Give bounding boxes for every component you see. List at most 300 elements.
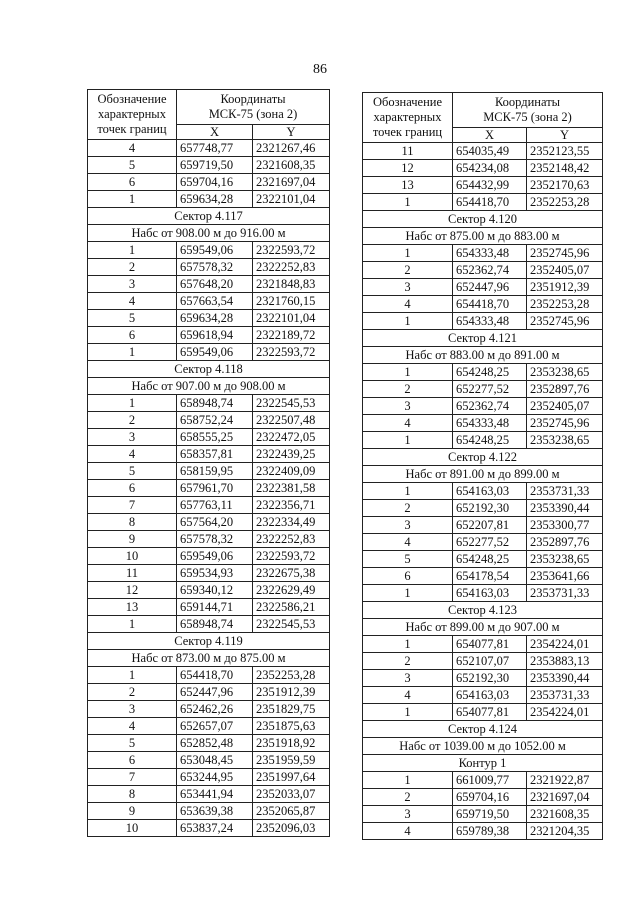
table-row [88,429,330,446]
table-row [88,344,330,361]
table-row [363,585,603,602]
section-heading: Контур 1 [363,755,603,772]
section-row [88,650,330,667]
point-number-cell: 1 [363,313,453,330]
x-coordinate-cell: 654333,48 [453,245,527,262]
x-coordinate-cell: 659719,50 [453,806,527,823]
header-line: Координаты [220,92,286,106]
table-row [363,653,603,670]
section-heading: Сектор 4.119 [88,633,330,650]
point-number-cell: 3 [363,517,453,534]
point-number-cell: 12 [363,160,453,177]
table-row [88,480,330,497]
table-row [88,157,330,174]
point-number-cell: 4 [363,534,453,551]
x-coordinate-cell: 652107,07 [453,653,527,670]
point-number-cell: 1 [88,667,177,684]
section-row [88,208,330,225]
table-row [363,483,603,500]
section-heading: Набс от 899.00 м до 907.00 м [363,619,603,636]
y-coordinate-cell: 2352745,96 [527,415,603,432]
y-coordinate-cell: 2353238,65 [527,551,603,568]
y-coordinate-cell: 2321697,04 [253,174,330,191]
point-number-cell: 5 [88,310,177,327]
section-row [88,378,330,395]
x-coordinate-cell: 659634,28 [177,191,253,208]
section-row [363,466,603,483]
table-row [88,616,330,633]
point-number-cell: 5 [88,157,177,174]
section-heading: Набс от 891.00 м до 899.00 м [363,466,603,483]
y-coordinate-cell: 2321608,35 [253,157,330,174]
y-coordinate-cell: 2322252,83 [253,531,330,548]
x-coordinate-cell: 659549,06 [177,344,253,361]
y-coordinate-cell: 2352096,03 [253,820,330,837]
x-coordinate-cell: 652192,30 [453,670,527,687]
header-line: характерных [373,110,442,124]
point-number-cell: 4 [88,140,177,157]
y-coordinate-cell: 2322545,53 [253,395,330,412]
x-coordinate-cell: 654248,25 [453,551,527,568]
x-coordinate-cell: 652447,96 [177,684,253,701]
point-number-cell: 5 [363,551,453,568]
table-row [88,395,330,412]
header-line: точек границ [372,125,443,139]
table-row [88,497,330,514]
table-row [363,262,603,279]
y-coordinate-cell: 2322593,72 [253,242,330,259]
table-row [363,823,603,840]
y-coordinate-cell: 2352897,76 [527,534,603,551]
x-coordinate-cell: 652207,81 [453,517,527,534]
x-coordinate-cell: 654418,70 [453,296,527,313]
point-number-cell: 11 [363,143,453,160]
table-row [88,446,330,463]
table-row [88,242,330,259]
table-row [363,177,603,194]
y-coordinate-cell: 2321848,83 [253,276,330,293]
x-coordinate-cell: 659704,16 [453,789,527,806]
y-coordinate-cell: 2353883,13 [527,653,603,670]
section-row [363,211,603,228]
table-row [363,313,603,330]
table-row [363,636,603,653]
header-line: Координаты [494,95,561,109]
table-row [88,140,330,157]
coordinates-table-right [362,92,603,840]
x-coordinate-cell: 657763,11 [177,497,253,514]
x-coordinate-cell: 657648,20 [177,276,253,293]
y-coordinate-cell: 2322675,38 [253,565,330,582]
x-coordinate-cell: 657578,32 [177,531,253,548]
point-number-cell: 1 [363,585,453,602]
x-coordinate-cell: 652447,96 [453,279,527,296]
section-row [363,228,603,245]
y-coordinate-cell: 2322189,72 [253,327,330,344]
x-coordinate-cell: 657748,77 [177,140,253,157]
y-coordinate-cell: 2322252,83 [253,259,330,276]
table-row [88,531,330,548]
x-coordinate-cell: 654248,25 [453,364,527,381]
table-row [88,803,330,820]
x-coordinate-cell: 654432,99 [453,177,527,194]
x-coordinate-cell: 659789,38 [453,823,527,840]
point-number-cell: 1 [363,432,453,449]
point-number-cell: 1 [363,483,453,500]
point-number-cell: 1 [363,704,453,721]
x-coordinate-cell: 654035,49 [453,143,527,160]
header-line: Обозначение [97,92,167,106]
point-number-cell: 7 [88,769,177,786]
point-number-cell: 9 [88,803,177,820]
section-heading: Набс от 1039.00 м до 1052.00 м [363,738,603,755]
x-coordinate-cell: 658159,95 [177,463,253,480]
table-row [88,463,330,480]
x-coordinate-cell: 661009,77 [453,772,527,789]
y-coordinate-cell: 2322356,71 [253,497,330,514]
x-coordinate-cell: 654077,81 [453,636,527,653]
y-coordinate-cell: 2352033,07 [253,786,330,803]
point-number-cell: 1 [88,616,177,633]
table-row [363,670,603,687]
section-heading: Набс от 873.00 м до 875.00 м [88,650,330,667]
table-row [88,786,330,803]
x-coordinate-cell: 659618,94 [177,327,253,344]
y-coordinate-cell: 2353238,65 [527,364,603,381]
y-coordinate-cell: 2351875,63 [253,718,330,735]
header-row [88,90,330,125]
y-coordinate-cell: 2353731,33 [527,687,603,704]
x-coordinate-cell: 659534,93 [177,565,253,582]
table-row [363,687,603,704]
point-number-cell: 3 [88,276,177,293]
y-coordinate-cell: 2353390,44 [527,670,603,687]
point-number-cell: 11 [88,565,177,582]
section-row [363,449,603,466]
y-coordinate-cell: 2352253,28 [527,296,603,313]
x-coordinate-cell: 653639,38 [177,803,253,820]
table-row [363,500,603,517]
x-coordinate-cell: 654333,48 [453,415,527,432]
x-coordinate-cell: 654248,25 [453,432,527,449]
point-number-cell: 5 [88,463,177,480]
header-row [363,93,603,128]
x-coordinate-cell: 657578,32 [177,259,253,276]
x-coordinate-cell: 659549,06 [177,242,253,259]
y-coordinate-cell: 2321204,35 [527,823,603,840]
point-number-cell: 4 [88,293,177,310]
x-coordinate-cell: 652362,74 [453,398,527,415]
y-coordinate-cell: 2351829,75 [253,701,330,718]
x-coordinate-cell: 658948,74 [177,616,253,633]
section-row [363,602,603,619]
section-row [363,755,603,772]
point-number-cell: 13 [363,177,453,194]
point-number-cell: 2 [363,653,453,670]
point-number-cell: 2 [88,684,177,701]
section-row [363,738,603,755]
x-coordinate-cell: 653441,94 [177,786,253,803]
point-number-cell: 10 [88,548,177,565]
y-header: Y [253,125,330,140]
section-heading: Набс от 908.00 м до 916.00 м [88,225,330,242]
table-row [88,820,330,837]
point-number-cell: 8 [88,514,177,531]
point-number-cell: 1 [363,364,453,381]
table-row [88,701,330,718]
header-line: характерных [98,107,166,121]
table-row [88,412,330,429]
x-header: X [453,128,527,143]
point-number-cell: 3 [363,279,453,296]
table-body-right [363,93,603,840]
table-row [88,718,330,735]
point-number-cell: 2 [363,789,453,806]
table-row [363,296,603,313]
table-row [363,432,603,449]
table-body-left [88,90,330,837]
point-number-cell: 4 [363,687,453,704]
x-coordinate-cell: 652192,30 [453,500,527,517]
x-coordinate-cell: 658555,25 [177,429,253,446]
y-coordinate-cell: 2352123,55 [527,143,603,160]
section-row [363,330,603,347]
y-coordinate-cell: 2352253,28 [253,667,330,684]
y-coordinate-cell: 2322629,49 [253,582,330,599]
x-coordinate-cell: 657564,20 [177,514,253,531]
x-coordinate-cell: 652362,74 [453,262,527,279]
x-coordinate-cell: 653837,24 [177,820,253,837]
y-coordinate-cell: 2354224,01 [527,636,603,653]
x-coordinate-cell: 652462,26 [177,701,253,718]
point-number-cell: 6 [88,480,177,497]
x-coordinate-cell: 659719,50 [177,157,253,174]
section-row [363,619,603,636]
point-number-cell: 4 [363,296,453,313]
header-line: Обозначение [372,95,443,109]
point-number-cell: 1 [363,772,453,789]
point-number-cell: 4 [363,415,453,432]
x-coordinate-cell: 652852,48 [177,735,253,752]
table-row [88,276,330,293]
table-row [88,327,330,344]
point-number-cell: 2 [363,500,453,517]
x-coordinate-cell: 654234,08 [453,160,527,177]
point-number-cell: 3 [88,429,177,446]
coordinates-header [177,90,330,125]
y-header: Y [527,128,603,143]
y-coordinate-cell: 2322586,21 [253,599,330,616]
x-coordinate-cell: 657961,70 [177,480,253,497]
point-number-cell: 1 [88,344,177,361]
y-coordinate-cell: 2322334,49 [253,514,330,531]
point-designation-header [363,93,453,143]
table-row [88,752,330,769]
table-row [88,565,330,582]
point-number-cell: 5 [88,735,177,752]
x-coordinate-cell: 654333,48 [453,313,527,330]
section-heading: Сектор 4.122 [363,449,603,466]
point-number-cell: 1 [363,194,453,211]
y-coordinate-cell: 2351997,64 [253,769,330,786]
section-heading: Сектор 4.124 [363,721,603,738]
x-coordinate-cell: 654418,70 [177,667,253,684]
coordinates-table-left [87,89,330,837]
section-heading: Набс от 875.00 м до 883.00 м [363,228,603,245]
point-number-cell: 10 [88,820,177,837]
y-coordinate-cell: 2352170,63 [527,177,603,194]
table-row [88,582,330,599]
y-coordinate-cell: 2353390,44 [527,500,603,517]
point-number-cell: 1 [88,242,177,259]
section-heading: Набс от 883.00 м до 891.00 м [363,347,603,364]
y-coordinate-cell: 2352253,28 [527,194,603,211]
table-row [363,279,603,296]
y-coordinate-cell: 2322507,48 [253,412,330,429]
section-row [88,361,330,378]
table-row [88,259,330,276]
table-row [363,364,603,381]
y-coordinate-cell: 2322593,72 [253,548,330,565]
section-heading: Сектор 4.118 [88,361,330,378]
y-coordinate-cell: 2351918,92 [253,735,330,752]
section-row [88,633,330,650]
point-number-cell: 9 [88,531,177,548]
header-line: точек границ [97,122,167,136]
y-coordinate-cell: 2351912,39 [253,684,330,701]
table-row [88,769,330,786]
x-coordinate-cell: 652277,52 [453,381,527,398]
y-coordinate-cell: 2354224,01 [527,704,603,721]
x-coordinate-cell: 654163,03 [453,483,527,500]
point-number-cell: 2 [363,262,453,279]
table-row [363,772,603,789]
header-line: МСК-75 (зона 2) [483,110,572,124]
table-row [88,735,330,752]
point-number-cell: 1 [88,191,177,208]
table-row [363,534,603,551]
y-coordinate-cell: 2352148,42 [527,160,603,177]
point-number-cell: 2 [88,259,177,276]
y-coordinate-cell: 2322409,09 [253,463,330,480]
x-coordinate-cell: 658948,74 [177,395,253,412]
y-coordinate-cell: 2322381,58 [253,480,330,497]
section-row [88,225,330,242]
point-number-cell: 3 [363,806,453,823]
table-row [363,415,603,432]
point-number-cell: 2 [88,412,177,429]
section-row [363,347,603,364]
table-row [88,599,330,616]
point-number-cell: 6 [88,752,177,769]
point-number-cell: 2 [363,381,453,398]
y-coordinate-cell: 2353731,33 [527,483,603,500]
point-number-cell: 4 [88,718,177,735]
y-coordinate-cell: 2322101,04 [253,191,330,208]
y-coordinate-cell: 2352745,96 [527,313,603,330]
table-row [88,514,330,531]
y-coordinate-cell: 2322472,05 [253,429,330,446]
table-row [363,568,603,585]
table-row [88,174,330,191]
point-number-cell: 3 [363,398,453,415]
section-heading: Сектор 4.121 [363,330,603,347]
point-number-cell: 1 [363,636,453,653]
table-row [88,191,330,208]
y-coordinate-cell: 2321608,35 [527,806,603,823]
point-number-cell: 1 [363,245,453,262]
table-row [363,806,603,823]
x-coordinate-cell: 659704,16 [177,174,253,191]
page-number: 86 [313,62,327,77]
x-coordinate-cell: 659340,12 [177,582,253,599]
x-header: X [177,125,253,140]
table-row [363,551,603,568]
header-line: МСК-75 (зона 2) [208,107,298,121]
table-row [88,310,330,327]
y-coordinate-cell: 2351959,59 [253,752,330,769]
y-coordinate-cell: 2322545,53 [253,616,330,633]
y-coordinate-cell: 2321267,46 [253,140,330,157]
x-coordinate-cell: 653244,95 [177,769,253,786]
point-number-cell: 7 [88,497,177,514]
point-number-cell: 1 [88,395,177,412]
y-coordinate-cell: 2351912,39 [527,279,603,296]
y-coordinate-cell: 2321760,15 [253,293,330,310]
point-number-cell: 6 [363,568,453,585]
y-coordinate-cell: 2352745,96 [527,245,603,262]
section-heading: Сектор 4.123 [363,602,603,619]
x-coordinate-cell: 659144,71 [177,599,253,616]
y-coordinate-cell: 2322593,72 [253,344,330,361]
table-row [363,381,603,398]
point-number-cell: 12 [88,582,177,599]
table-row [363,245,603,262]
x-coordinate-cell: 652277,52 [453,534,527,551]
section-heading: Сектор 4.117 [88,208,330,225]
point-number-cell: 8 [88,786,177,803]
table-row [363,517,603,534]
x-coordinate-cell: 659549,06 [177,548,253,565]
x-coordinate-cell: 654163,03 [453,585,527,602]
table-row [88,684,330,701]
y-coordinate-cell: 2321922,87 [527,772,603,789]
point-number-cell: 3 [88,701,177,718]
point-designation-header [88,90,177,140]
section-heading: Набс от 907.00 м до 908.00 м [88,378,330,395]
section-row [363,721,603,738]
x-coordinate-cell: 654178,54 [453,568,527,585]
x-coordinate-cell: 659634,28 [177,310,253,327]
x-coordinate-cell: 658752,24 [177,412,253,429]
section-heading: Сектор 4.120 [363,211,603,228]
table-row [363,160,603,177]
point-number-cell: 3 [363,670,453,687]
x-coordinate-cell: 652657,07 [177,718,253,735]
x-coordinate-cell: 658357,81 [177,446,253,463]
table-row [363,789,603,806]
table-row [363,143,603,160]
x-coordinate-cell: 657663,54 [177,293,253,310]
x-coordinate-cell: 654163,03 [453,687,527,704]
y-coordinate-cell: 2322439,25 [253,446,330,463]
y-coordinate-cell: 2353731,33 [527,585,603,602]
x-coordinate-cell: 654077,81 [453,704,527,721]
y-coordinate-cell: 2352897,76 [527,381,603,398]
table-row [363,704,603,721]
table-row [88,667,330,684]
y-coordinate-cell: 2353641,66 [527,568,603,585]
